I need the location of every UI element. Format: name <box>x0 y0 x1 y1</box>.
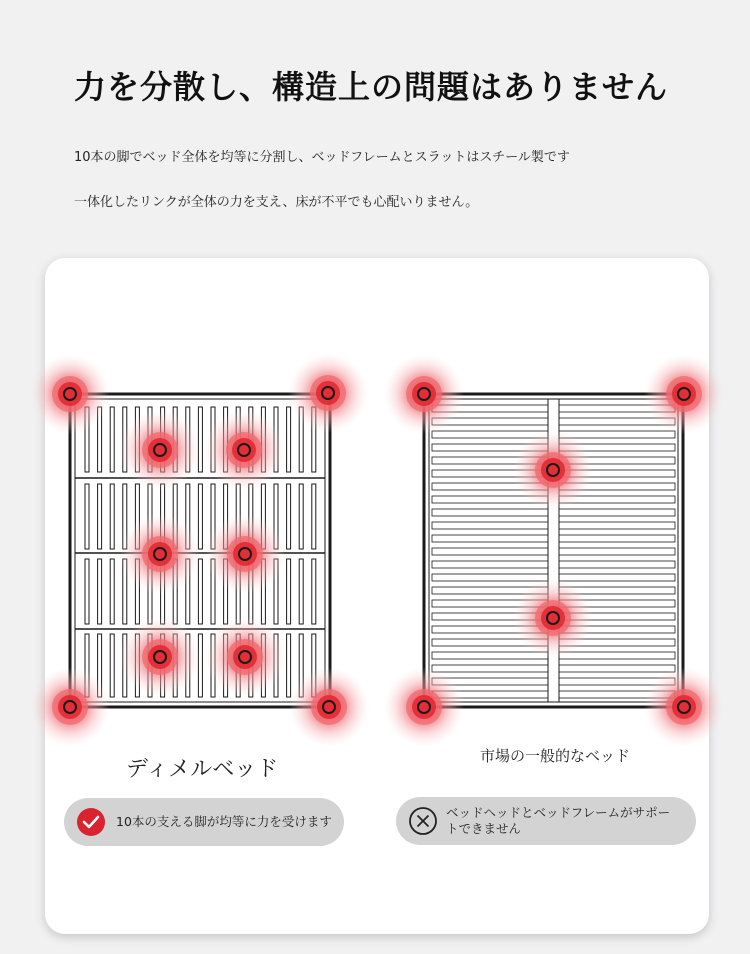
dimel-bed-label: ディメルベッド <box>126 757 279 782</box>
support-point <box>120 410 200 490</box>
support-point <box>30 354 110 434</box>
support-point <box>205 617 285 697</box>
support-point <box>120 617 200 697</box>
support-point <box>30 667 110 747</box>
support-point <box>513 430 593 510</box>
common-bed-label: 市場の一般的なベッド <box>480 747 631 765</box>
support-point <box>205 514 285 594</box>
common-bed-note-text: ベッドヘッドとベッドフレームがサポートできません <box>446 805 671 836</box>
common-bed-note <box>396 797 696 845</box>
dimel-bed-note-text: 10本の支える脚が均等に力を受けます <box>116 814 332 829</box>
description-line-1: 10本の脚でベッド全体を均等に分割し、ベッドフレームとスラットはスチール製です <box>74 150 570 165</box>
support-point <box>384 667 464 747</box>
check-circle-icon <box>76 807 106 837</box>
support-point <box>204 410 284 490</box>
support-point <box>513 578 593 658</box>
support-point <box>288 353 368 433</box>
dimel-bed-frame <box>70 394 330 707</box>
support-point <box>120 514 200 594</box>
support-point <box>384 354 464 434</box>
support-point <box>644 354 724 434</box>
description-line-2: 一体化したリンクが全体の力を支え、床が不平でも心配いりません。 <box>74 195 479 210</box>
support-point <box>644 667 724 747</box>
cross-circle-icon <box>408 806 438 836</box>
support-point <box>289 667 369 747</box>
dimel-bed-note <box>64 798 344 846</box>
page-title: 力を分散し、構造上の問題はありません <box>74 68 669 106</box>
